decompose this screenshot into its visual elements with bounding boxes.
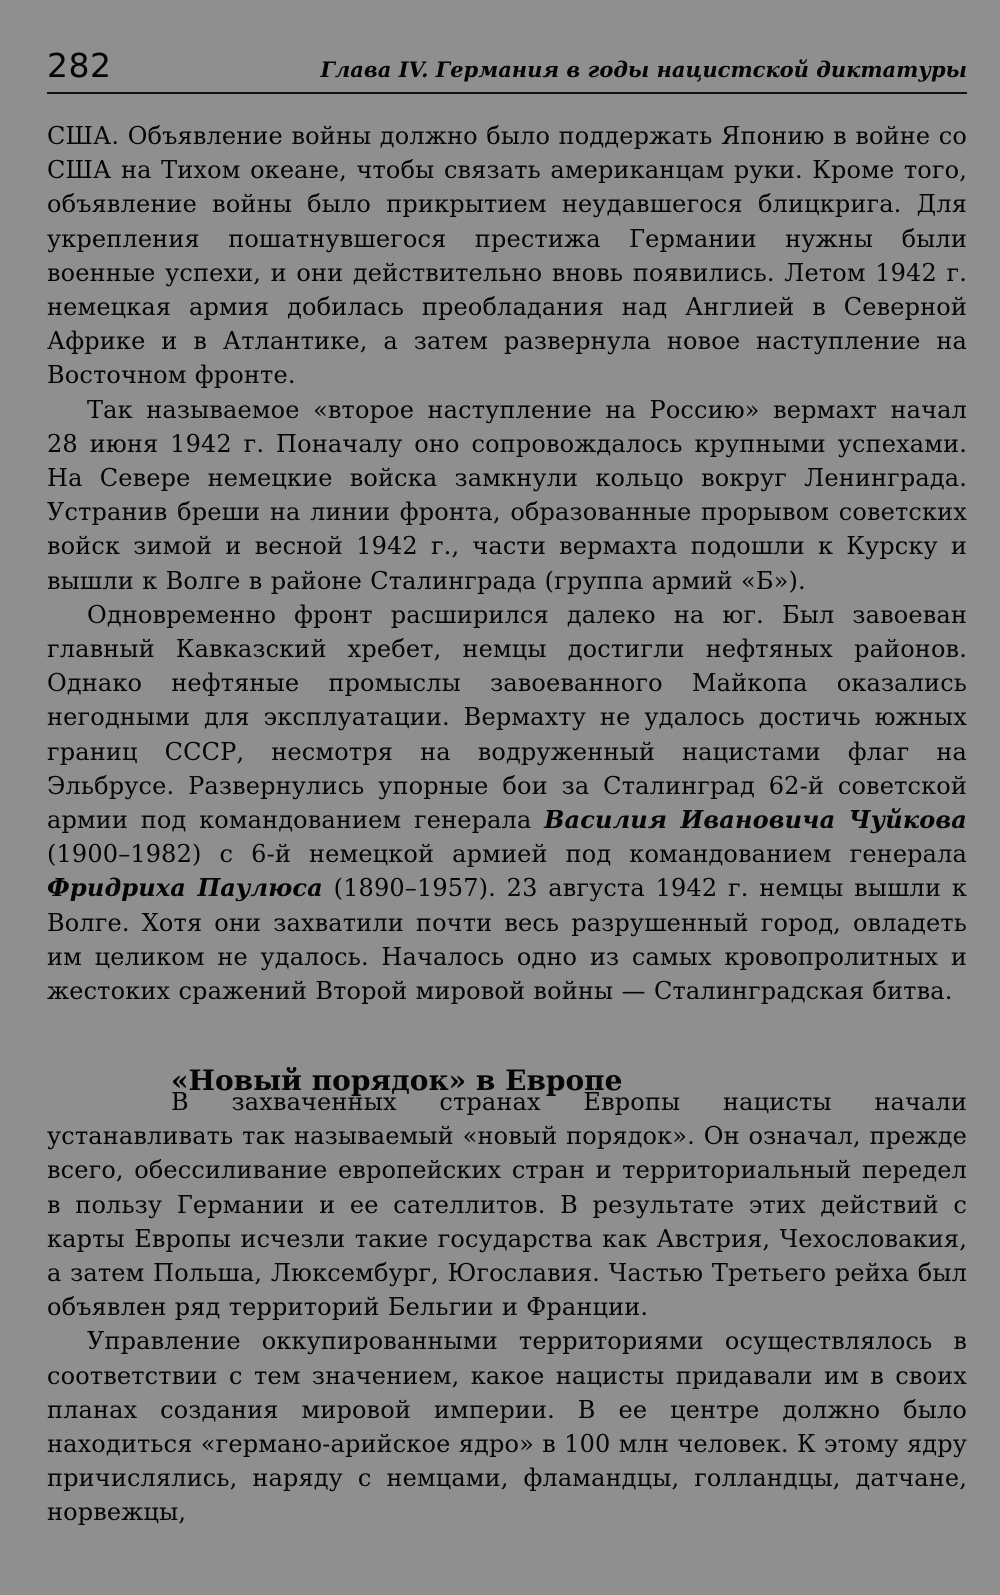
paragraph-2: Так называемое «второе наступление на Россию» вермахт начал 28 июня 1942 г. Поначалу оно сопровождалось крупными успехами. На Севере немецкие войска замкнули кольцо вокруг Ленинграда. Устранив бреши на линии фронта, образованные прорывом советских войск зимой и весной 1942 г., части вермахта подошли к Курску и вышли к Волге в районе Сталинграда (группа армий «Б»). bbox=[47, 395, 967, 595]
chapter-title: Глава IV. Германия в годы нацистской диктатуры bbox=[320, 57, 967, 82]
main-text bbox=[47, 119, 967, 1008]
section-heading: «Новый порядок» в Европе bbox=[171, 1064, 623, 1098]
section-paragraph-2: Управление оккупированными территориями осуществлялось в соответствии с тем значением, какое нацисты придавали им в своих планах создания мировой империи. В ее центре должно было находиться «германо-арийское ядро» в 100 млн человек. К этому ядру причислялись, наряду с немцами, фламандцы, голландцы, датчане, норвежцы, bbox=[47, 1327, 967, 1527]
paragraph-3-text-a: Одновременно фронт расширился далеко на юг. Был завоеван главный Кавказский хребет, немцы достигли нефтяных районов. Однако нефтяные промыслы завоеванного Майкопа оказались негодными для эксплуатации. Вермахту не удалось достичь южных границ СССР, несмотря на водруженный нацистами флаг на Эльбрусе. Развернулись упорные бои за Сталинград 62-й советской армии под командованием генерала bbox=[47, 600, 967, 835]
running-header bbox=[47, 44, 967, 94]
paragraph-1: США. Объявление войны должно было поддержать Японию в войне со США на Тихом океане, чтобы связать американцам руки. Кроме того, объявление войны было прикрытием неудавшегося блицкрига. Для укрепления пошатнувшегося престижа Германии нужны были военные успехи, и они действительно вновь появились. Летом 1942 г. немецкая армия добилась преобладания над Англией в Северной Африке и в Атлантике, а затем развернула новое наступление на Восточном фронте. bbox=[47, 122, 967, 390]
paragraph-3 bbox=[47, 598, 967, 1008]
paragraph-3-text-b: (1900–1982) с 6-й немецкой армией под командованием генерала bbox=[47, 840, 967, 869]
section-text bbox=[47, 1085, 967, 1530]
paragraph-3-text-c: (1890–1957). 23 августа 1942 г. немцы вышли к Волге. Хотя они захватили почти весь разрушенный город, овладеть им целиком не удалось. Началось одно из самых кровопролитных и жестоких сражений Второй мировой войны — Сталинградская битва. bbox=[47, 874, 967, 1006]
book-page bbox=[47, 0, 967, 1595]
page-number: 282 bbox=[47, 46, 112, 85]
person-name-chuikov: Василия Ивановича Чуйкова bbox=[544, 805, 968, 835]
section-paragraph-1: В захваченных странах Европы нацисты начали устанавливать так называемый «новый порядок». Он означал, прежде всего, обессиливание европейских стран и территориальный передел в пользу Германии и ее сателлитов. В результате этих действий с карты Европы исчезли такие государства как Австрия, Чехословакия, а затем Польша, Люксембург, Югославия. Частью Третьего рейха был объявлен ряд территорий Бельгии и Франции. bbox=[47, 1088, 967, 1322]
person-name-paulus: Фридриха Паулюса bbox=[47, 873, 323, 903]
